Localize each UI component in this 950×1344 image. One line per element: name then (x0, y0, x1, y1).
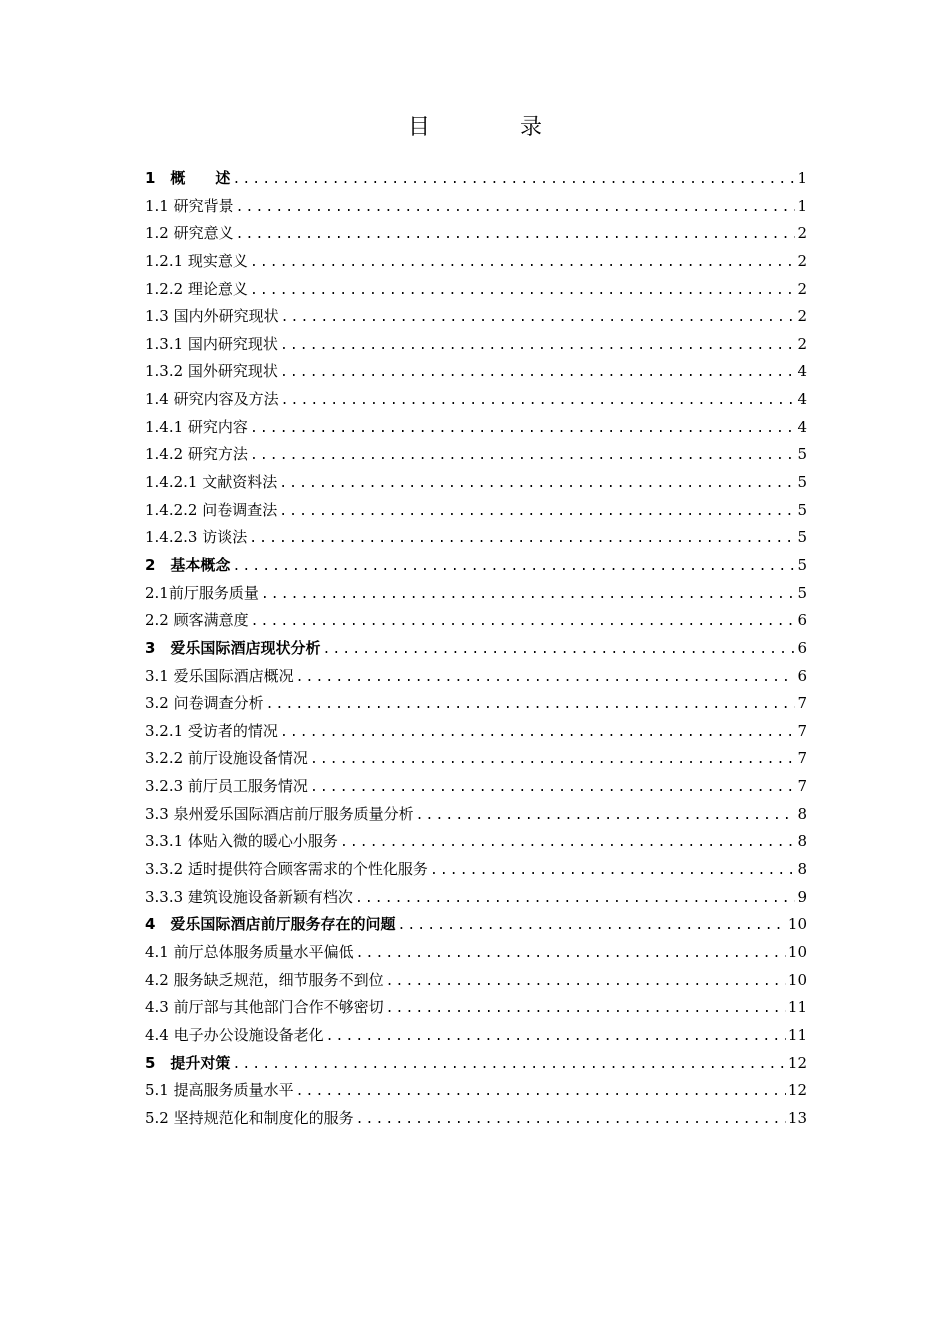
toc-entry-label: 4.3 前厅部与其他部门合作不够密切 (145, 998, 384, 1017)
toc-entry[interactable] (145, 939, 807, 967)
toc-entry-label: 3.3.1 体贴入微的暖心小服务 (145, 832, 338, 851)
toc-dot-leader (430, 857, 796, 884)
toc-entry-page-number: 7 (797, 721, 807, 740)
toc-dot-leader (280, 332, 796, 359)
toc-entry-page-number: 6 (797, 638, 807, 657)
toc-entry-page-number: 5 (797, 555, 807, 574)
toc-entry-page-number: 11 (787, 1025, 807, 1044)
toc-entry[interactable] (145, 386, 807, 414)
toc-entry-label: 3.3.2 适时提供符合顾客需求的个性化服务 (145, 860, 428, 879)
toc-dot-leader (279, 498, 795, 525)
toc-entry[interactable] (145, 994, 807, 1022)
toc-dot-leader (340, 829, 796, 856)
toc-entry[interactable] (145, 193, 807, 221)
toc-entry[interactable] (145, 801, 807, 829)
toc-dot-leader (310, 746, 796, 773)
toc-entry-page-number: 5 (797, 583, 807, 602)
toc-dot-leader (356, 1106, 786, 1133)
toc-entry-label: 1 概 述 (145, 169, 231, 187)
toc-entry[interactable] (145, 331, 807, 359)
toc-dot-leader (280, 359, 796, 386)
toc-entry-page-number: 4 (797, 390, 807, 409)
toc-entry[interactable] (145, 773, 807, 801)
toc-entry-label: 3 爱乐国际酒店现状分析 (145, 638, 321, 657)
toc-entry[interactable] (145, 690, 807, 718)
toc-entry-page-number: 7 (797, 777, 807, 796)
toc-dot-leader (261, 581, 796, 608)
toc-entry-label: 3.2 问卷调查分析 (145, 694, 264, 713)
toc-entry[interactable] (145, 497, 807, 525)
toc-entry-page-number: 2 (797, 334, 807, 353)
toc-entry-page-number: 7 (797, 749, 807, 768)
toc-entry-label: 5.2 坚持规范化和制度化的服务 (145, 1108, 354, 1127)
toc-entry-label: 1.2.1 现实意义 (145, 251, 248, 270)
toc-dot-leader (236, 221, 796, 248)
toc-dot-leader (266, 691, 796, 718)
toc-dot-leader (251, 608, 796, 635)
toc-entry-page-number: 5 (797, 473, 807, 492)
toc-dot-leader (281, 387, 796, 414)
toc-entry-page-number: 5 (797, 528, 807, 547)
toc-entry-label: 1.3.1 国内研究现状 (145, 334, 278, 353)
toc-dot-leader (250, 442, 796, 469)
toc-dot-leader (355, 885, 796, 912)
toc-entry[interactable] (145, 220, 807, 248)
toc-dot-leader (356, 940, 786, 967)
toc-entry-label: 1.4.2.1 文献资料法 (145, 473, 278, 492)
toc-entry-page-number: 9 (797, 887, 807, 906)
toc-entry-label: 3.3 泉州爱乐国际酒店前厅服务质量分析 (145, 804, 414, 823)
toc-list (145, 165, 807, 1132)
toc-entry[interactable] (145, 276, 807, 304)
toc-dot-leader (232, 166, 795, 193)
toc-entry-label: 1.4.2.2 问卷调查法 (145, 500, 278, 519)
toc-entry[interactable] (145, 248, 807, 276)
toc-entry-label: 1.2 研究意义 (145, 224, 234, 243)
toc-entry-page-number: 7 (797, 694, 807, 713)
toc-chapter-entry[interactable] (145, 911, 807, 939)
toc-chapter-entry[interactable] (145, 1050, 807, 1078)
toc-dot-leader (296, 664, 796, 691)
toc-entry-page-number: 4 (797, 417, 807, 436)
toc-dot-leader (232, 553, 795, 580)
toc-dot-leader (322, 636, 795, 663)
toc-dot-leader (386, 995, 786, 1022)
toc-entry-page-number: 8 (797, 804, 807, 823)
toc-entry[interactable] (145, 1077, 807, 1105)
toc-entry[interactable] (145, 441, 807, 469)
toc-entry[interactable] (145, 303, 807, 331)
toc-entry-label: 3.2.3 前厅员工服务情况 (145, 777, 308, 796)
toc-entry[interactable] (145, 524, 807, 552)
toc-entry-label: 5.1 提高服务质量水平 (145, 1081, 294, 1100)
toc-entry-label: 1.3.2 国外研究现状 (145, 362, 278, 381)
toc-entry-label: 1.4.2 研究方法 (145, 445, 248, 464)
toc-dot-leader (250, 277, 796, 304)
toc-entry-page-number: 8 (797, 832, 807, 851)
toc-entry[interactable] (145, 358, 807, 386)
toc-entry[interactable] (145, 718, 807, 746)
toc-entry[interactable] (145, 967, 807, 995)
toc-entry[interactable] (145, 1022, 807, 1050)
toc-entry-page-number: 10 (787, 942, 807, 961)
toc-entry-page-number: 4 (797, 362, 807, 381)
toc-entry[interactable] (145, 414, 807, 442)
toc-chapter-entry[interactable] (145, 165, 807, 193)
toc-chapter-entry[interactable] (145, 552, 807, 580)
toc-entry-page-number: 12 (787, 1081, 807, 1100)
toc-entry-label: 2.2 顾客满意度 (145, 611, 249, 630)
toc-entry-label: 4 爱乐国际酒店前厅服务存在的问题 (145, 915, 396, 934)
toc-dot-leader (232, 1051, 785, 1078)
toc-entry-page-number: 8 (797, 860, 807, 879)
toc-entry-page-number: 5 (797, 500, 807, 519)
toc-entry-label: 4.4 电子办公设施设备老化 (145, 1025, 324, 1044)
toc-dot-leader (296, 1078, 786, 1105)
toc-dot-leader (250, 249, 796, 276)
toc-entry[interactable] (145, 884, 807, 912)
toc-dot-leader (250, 415, 796, 442)
toc-entry-page-number: 1 (797, 169, 807, 187)
toc-entry-label: 1.2.2 理论意义 (145, 279, 248, 298)
toc-entry-page-number: 10 (787, 970, 807, 989)
toc-dot-leader (397, 912, 785, 939)
toc-entry-page-number: 11 (787, 998, 807, 1017)
toc-entry-label: 3.3.3 建筑设施设备新颖有档次 (145, 887, 353, 906)
toc-entry-label: 3.1 爱乐国际酒店概况 (145, 666, 294, 685)
toc-entry[interactable] (145, 607, 807, 635)
toc-entry-label: 3.2.2 前厅设施设备情况 (145, 749, 308, 768)
toc-entry-label: 1.1 研究背景 (145, 196, 234, 215)
toc-entry-label: 1.3 国内外研究现状 (145, 307, 279, 326)
toc-entry-page-number: 13 (787, 1108, 807, 1127)
toc-chapter-entry[interactable] (145, 635, 807, 663)
toc-entry-label: 4.2 服务缺乏规范，细节服务不到位 (145, 970, 384, 989)
toc-entry[interactable] (145, 469, 807, 497)
toc-dot-leader (416, 802, 796, 829)
toc-entry-page-number: 2 (797, 279, 807, 298)
toc-entry-page-number: 2 (797, 224, 807, 243)
toc-entry-label: 1.4.1 研究内容 (145, 417, 248, 436)
toc-entry-page-number: 5 (797, 445, 807, 464)
toc-entry[interactable] (145, 745, 807, 773)
toc-entry-page-number: 12 (787, 1053, 807, 1072)
toc-entry[interactable] (145, 663, 807, 691)
toc-entry-page-number: 1 (797, 196, 807, 215)
toc-entry-page-number: 2 (797, 307, 807, 326)
toc-dot-leader (281, 304, 796, 331)
toc-entry[interactable] (145, 580, 807, 608)
toc-dot-leader (386, 968, 786, 995)
toc-entry-label: 2 基本概念 (145, 555, 231, 574)
toc-dot-leader (326, 1023, 786, 1050)
toc-entry[interactable] (145, 828, 807, 856)
toc-entry-label: 3.2.1 受访者的情况 (145, 721, 278, 740)
toc-dot-leader (310, 774, 796, 801)
toc-entry[interactable] (145, 1105, 807, 1133)
toc-entry-page-number: 2 (797, 251, 807, 270)
toc-title: 目 录 (407, 115, 576, 140)
toc-entry[interactable] (145, 856, 807, 884)
toc-dot-leader (249, 525, 795, 552)
toc-dot-leader (236, 194, 796, 221)
toc-entry-page-number: 6 (797, 666, 807, 685)
toc-entry-label: 1.4.2.3 访谈法 (145, 528, 248, 547)
toc-dot-leader (279, 470, 795, 497)
toc-entry-page-number: 10 (787, 915, 807, 934)
toc-entry-label: 2.1前厅服务质量 (145, 583, 259, 602)
toc-entry-label: 4.1 前厅总体服务质量水平偏低 (145, 942, 354, 961)
toc-entry-label: 5 提升对策 (145, 1053, 231, 1072)
toc-entry-label: 1.4 研究内容及方法 (145, 390, 279, 409)
toc-dot-leader (280, 719, 796, 746)
toc-entry-page-number: 6 (797, 611, 807, 630)
